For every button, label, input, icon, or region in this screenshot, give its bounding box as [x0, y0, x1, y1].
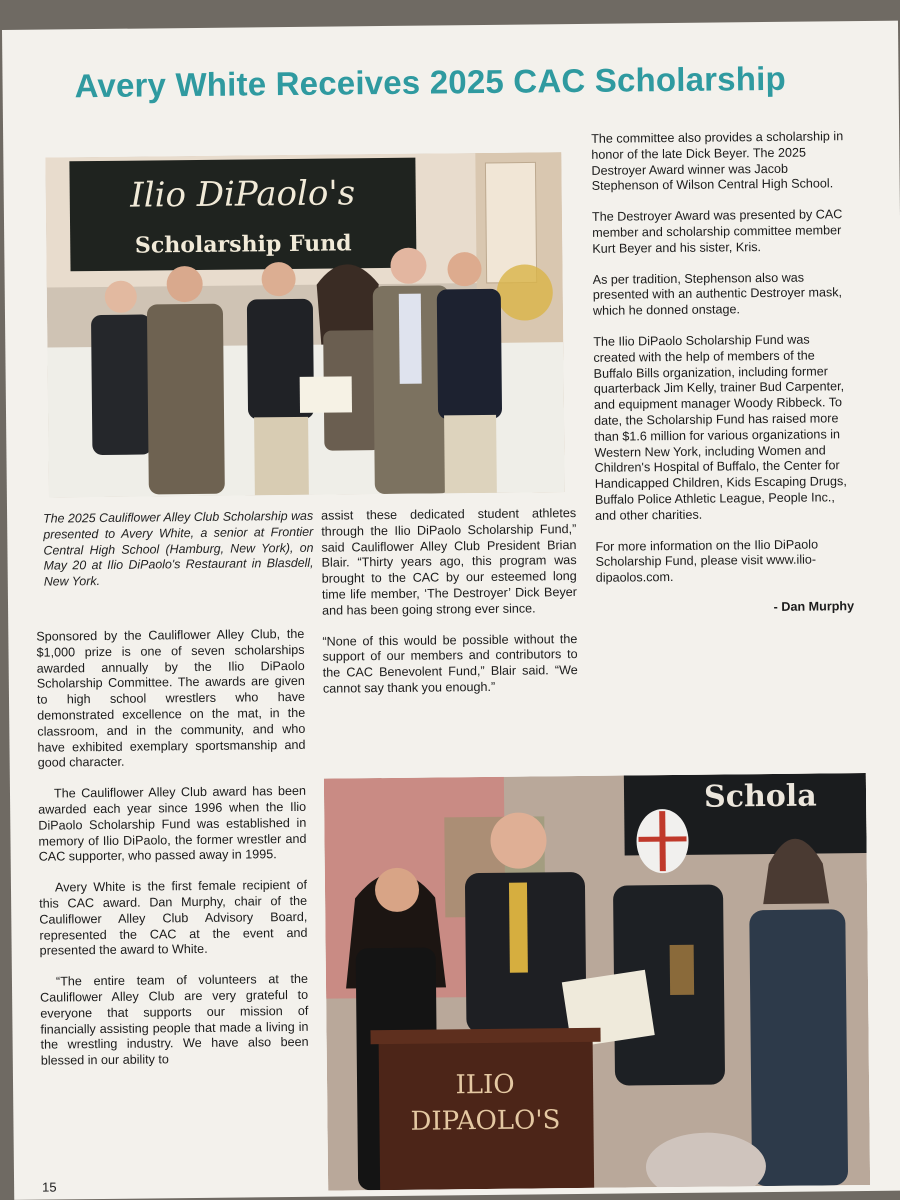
paragraph: For more information on the Ilio DiPaolo Scholarship Fund, please visit www.ilio-dipaolos.com. [595, 537, 819, 585]
magazine-page [2, 21, 900, 1200]
podium-text-1: ILIO [455, 1069, 515, 1101]
banner-text: Schola [703, 778, 817, 815]
banner-subtitle: Scholarship Fund [134, 230, 352, 259]
podium-text-2: DIPAOLO'S [410, 1105, 561, 1137]
page-number: 15 [42, 1179, 57, 1195]
column-1 [36, 627, 309, 1085]
paragraph: Sponsored by the Cauliflower Alley Club, the $1,000 prize is one of seven scholarships awarded annually by the Ilio DiPaolo Scholarship Committee. The awards are given to high school wrestlers who have demonstrated excellence on the mat, in the classroom, and in the community, and who have exhibited exemplary sportsmanship and good character. [36, 626, 306, 771]
paragraph: “The entire team of volunteers at the Cauliflower Alley Club are very grateful to everyone that supports our mission of financially assisting people that made a living in the wrestling industry. We have also been blessed in our ability to [40, 971, 309, 1068]
group-photo [45, 152, 565, 497]
banner-title: Ilio DiPaolo's [130, 173, 356, 216]
paragraph: The Ilio DiPaolo Scholarship Fund was created with the help of members of the Buffalo Bills organization, including former quarterback Jim Kelly, trainer Bud Carpenter, and equipment manager Woody Ribbeck. To date, the Scholarship Fund has raised more than $1.6 million for various organizations in Western New York, including Women and Children's Hospital of Buffalo, the Center for Handicapped Children, Kids Escaping Drugs, Buffalo Police Athletic League, People Inc., and other charities. [593, 332, 847, 523]
paragraph: The Cauliflower Alley Club award has been awarded each year since 1996 when the Ilio DiPaolo Scholarship Fund was established in memory of Ilio DiPaolo, the former wrestler and CAC supporter, who passed away in 1995. [38, 784, 307, 865]
paragraph: As per tradition, Stephenson also was presented with an authentic Destroyer mask, which he donned onstage. [592, 270, 843, 318]
podium-photo [324, 773, 870, 1191]
paragraph: The Destroyer Award was presented by CAC member and scholarship committee member Kurt Beyer and his sister, Kris. [591, 207, 843, 256]
paragraph: The committee also provides a scholarship in honor of the late Dick Beyer. The 2025 Destroyer Award winner was Jacob Stephenson of Wilson Central High School. [591, 129, 844, 194]
byline: - Dan Murphy [773, 599, 855, 614]
paragraph: assist these dedicated student athletes through the Ilio DiPaolo Scholarship Fund,” said Cauliflower Alley Club President Brian Blair. “Thirty years ago, this program was brought to the CAC by our esteemed long time life member, ‘The Destroyer’ Dick Beyer and has been going strong ever since. [321, 506, 577, 618]
photo-caption: The 2025 Cauliflower Alley Club Scholarship was presented to Avery White, a senior at Frontier Central High School (Hamburg, New York), on May 20 at Ilio DiPaolo's Restaurant in Blasdell, New York. [43, 508, 314, 589]
article-title: Avery White Receives 2025 CAC Scholarship [74, 59, 787, 105]
paragraph: Avery White is the first female recipient of this CAC award. Dan Murphy, chair of the Cauliflower Alley Club Advisory Board, represented the CAC at the event and presented the award to White. [39, 878, 308, 958]
column-3 [591, 129, 854, 632]
column-2 [321, 506, 578, 712]
paragraph: “None of this would be possible without the support of our members and contributors to the CAC Benevolent Fund,” Blair said. “We cannot say thank you enough.” [322, 631, 578, 696]
